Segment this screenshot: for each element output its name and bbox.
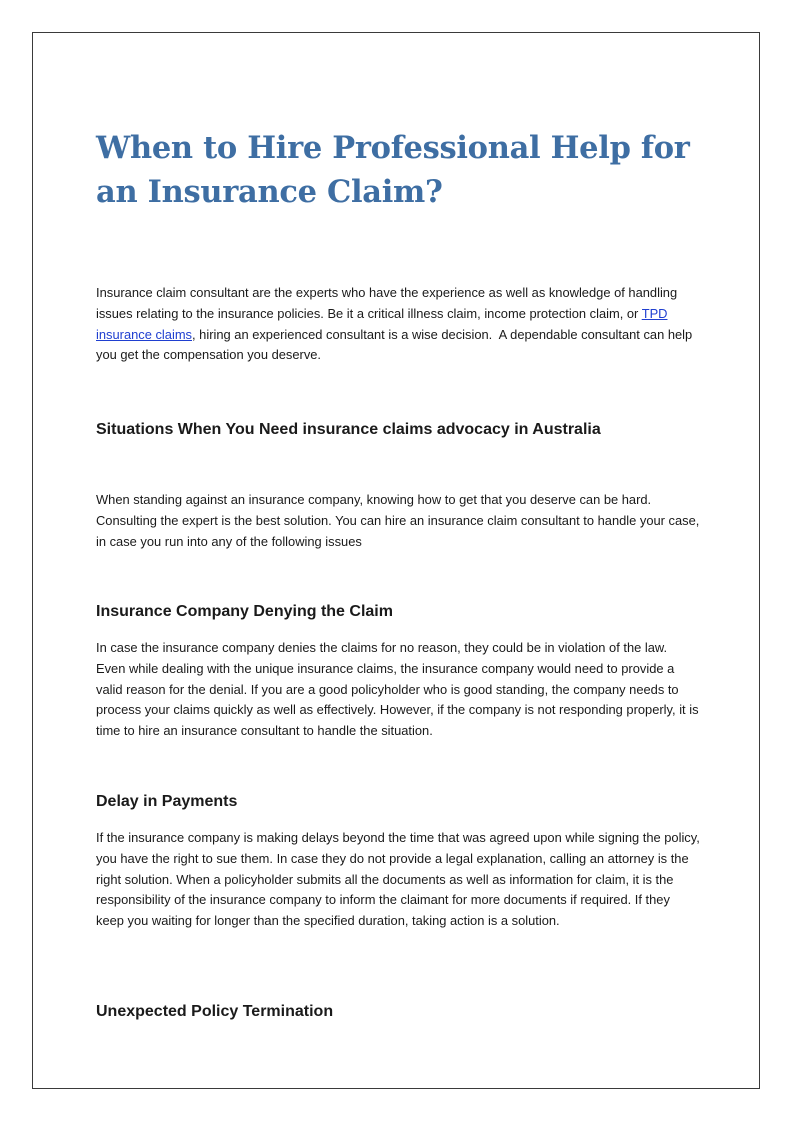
section-body-payment-delay: If the insurance company is making delays beyond the time that was agreed upon while signing the policy, you have the right to sue them. In case they do not provide a legal explanation, calling an attorney is the right solution. When a policyholder submits all the documents as well as information for claim, it is the responsibility of the insurance company to inform the claimant for more documents if required. If they keep you waiting for longer than the specified duration, taking action is a solution. [96, 830, 700, 929]
section-heading-advocacy: Situations When You Need insurance claims advocacy in Australia [96, 421, 601, 438]
page-title: When to Hire Professional Help for an Insurance Claim? [96, 130, 690, 210]
tpd-insurance-claims-link[interactable]: TPD insurance claims [96, 305, 668, 342]
section-heading-claim-denied: Insurance Company Denying the Claim [96, 603, 393, 620]
section-body-claim-denied: In case the insurance company denies the claims for no reason, they could be in violation of the law. Even while dealing with the unique insurance claims, the insurance company would need to provide a valid reason for the denial. If you are a good policyholder who is good standing, the company needs to process your claims quickly as well as effectively. However, if the company is not responding properly, it is time to hire an insurance consultant to handle the situation. [96, 640, 699, 739]
section-heading-payment-delay: Delay in Payments [96, 793, 238, 810]
intro-text-before-link: Insurance claim consultant are the experts who have the experience as well as knowledge of handling issues relating to the insurance policies. Be it a critical illness claim, income protection claim, or [96, 285, 678, 321]
intro-text-after-link: , hiring an experienced consultant is a wise decision. A dependable consultant can help you get the compensation you deserve. [96, 326, 693, 363]
intro-paragraph [96, 283, 700, 366]
section-body-advocacy: When standing against an insurance company, knowing how to get that you deserve can be hard. Consulting the expert is the best solution. You can hire an insurance claim consultant to handle your case, in case you run into any of the following issues [96, 492, 700, 549]
section-heading-policy-termination: Unexpected Policy Termination [96, 1003, 334, 1020]
